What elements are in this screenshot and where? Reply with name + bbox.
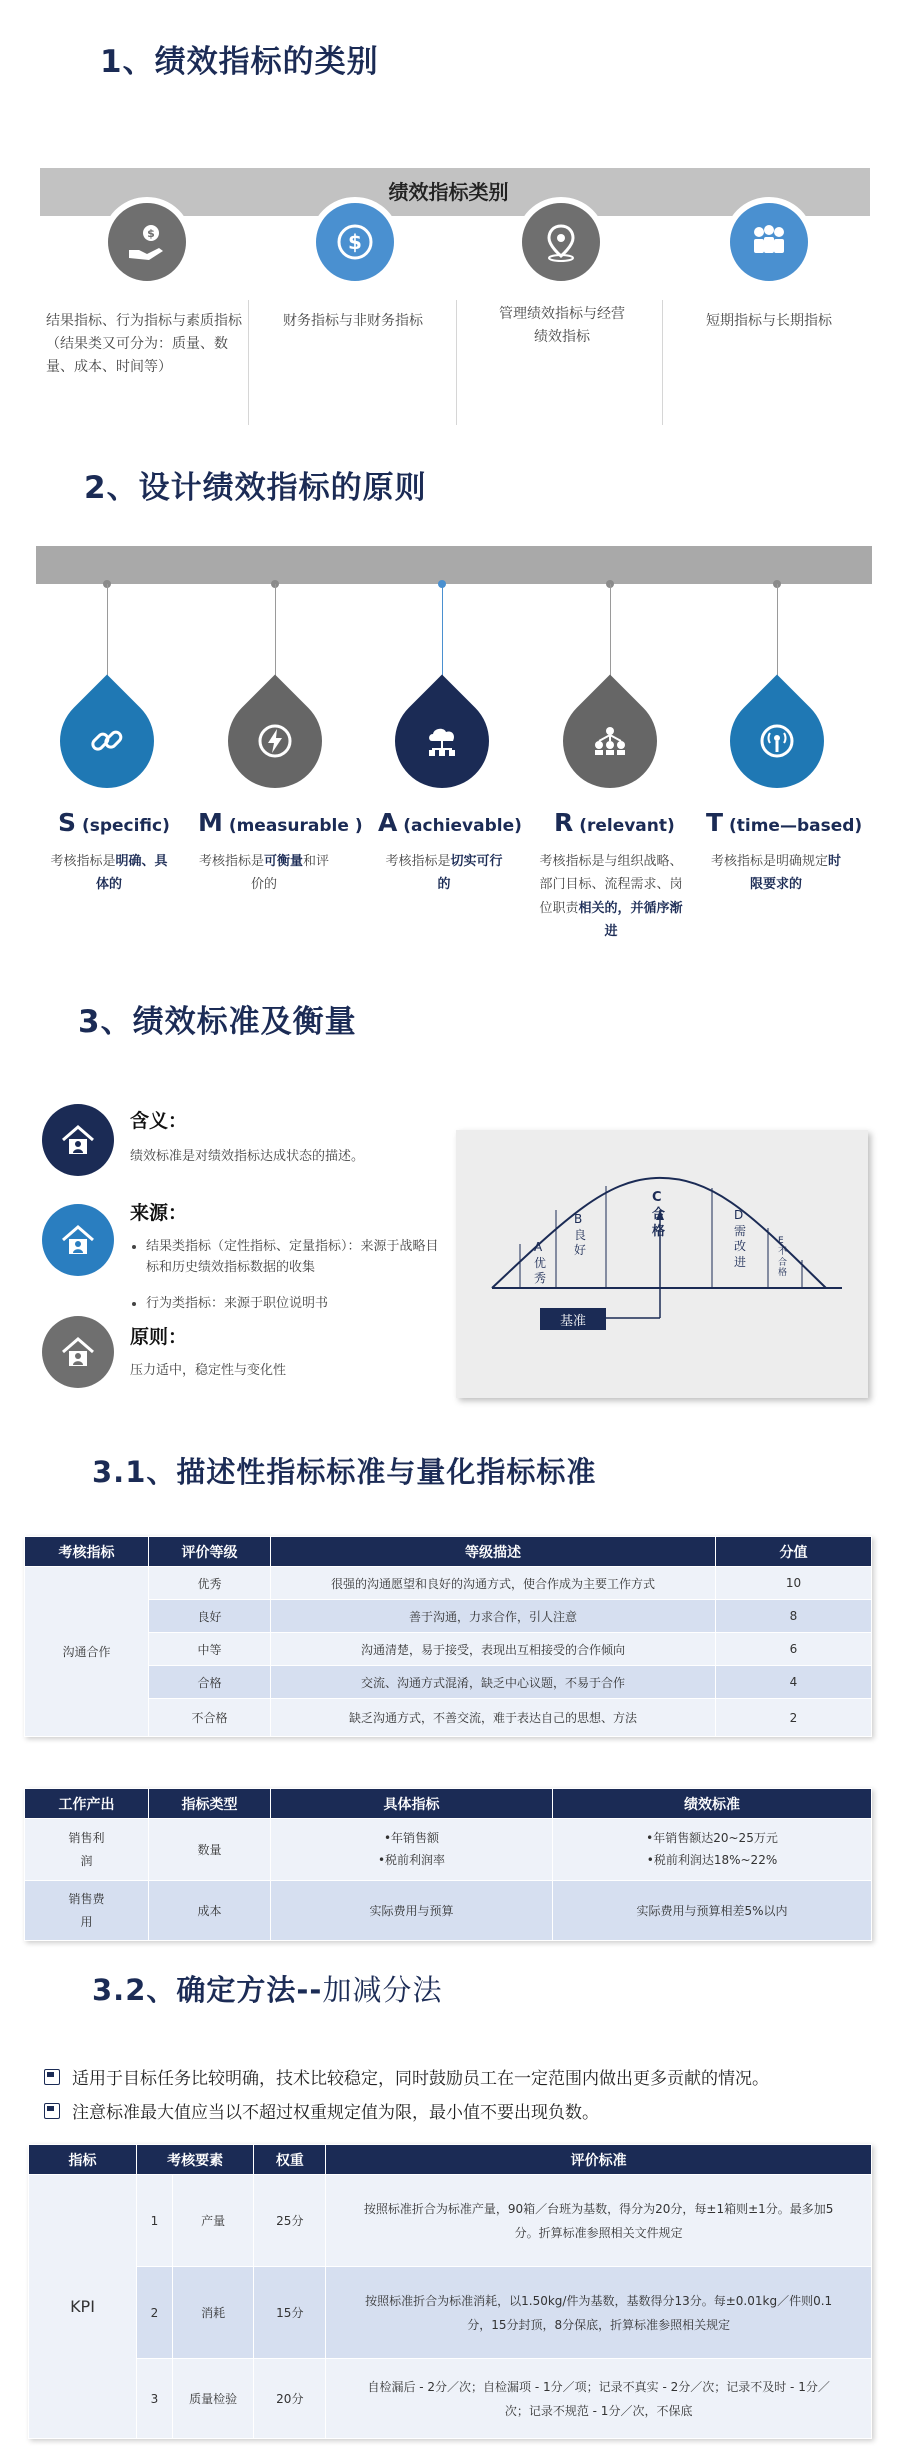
table-cell: 优秀	[149, 1567, 271, 1600]
col-header: 考核指标	[25, 1537, 149, 1567]
table-cell: 消耗	[173, 2267, 254, 2359]
table-cell: KPI	[29, 2175, 137, 2439]
principle-desc-m: 考核指标是可衡量和评价的	[198, 854, 330, 893]
hand-money-icon	[125, 220, 169, 264]
flag-icon	[44, 2103, 60, 2119]
col-header: 等级描述	[271, 1537, 716, 1567]
table-cell: 10	[716, 1567, 872, 1600]
table-cell: 良好	[149, 1600, 271, 1633]
house-icon-source	[42, 1204, 114, 1276]
col-header: 绩效标准	[553, 1789, 872, 1819]
pin-line	[777, 584, 778, 684]
principle-bar	[36, 546, 872, 584]
table-row	[25, 1633, 872, 1666]
section2-heading: 2、设计绩效指标的原则	[84, 470, 427, 506]
location-pin-icon	[539, 220, 583, 264]
table-cell: 8	[716, 1600, 872, 1633]
table-kpi	[28, 2144, 872, 2439]
segment-d: D需改进	[734, 1208, 747, 1269]
category-icon-3	[516, 197, 606, 287]
table-quantitative	[24, 1788, 872, 1941]
principle-desc-a: 考核指标是切实可行的	[385, 854, 503, 893]
table-row	[29, 2267, 872, 2359]
house-icon-principle	[42, 1316, 114, 1388]
table-cell: 善于沟通，力求合作，引人注意	[271, 1600, 716, 1633]
table-cell: 很强的沟通愿望和良好的沟通方式，使合作成为主要工作方式	[271, 1567, 716, 1600]
table-cell: 4	[716, 1666, 872, 1699]
section32-heading: 3.2、确定方法--加减分法	[92, 1973, 443, 2007]
team-icon	[747, 220, 791, 264]
table-descriptive	[24, 1536, 872, 1737]
table-cell: 沟通合作	[25, 1567, 149, 1737]
dollar-globe-icon	[333, 220, 377, 264]
segment-e: E不合格	[778, 1236, 788, 1279]
category-icon-4	[724, 197, 814, 287]
table-cell: 实际费用与预算相差5%以内	[553, 1881, 872, 1941]
link-icon	[87, 721, 127, 761]
category-text-3: 管理绩效指标与经营绩效指标	[499, 306, 625, 346]
house-icon	[58, 1220, 98, 1260]
table-cell: 1	[137, 2175, 173, 2267]
section31-heading: 3.1、描述性指标标准与量化指标标准	[92, 1455, 597, 1489]
table-cell: 不合格	[149, 1699, 271, 1737]
principle-label-s: S (specific)	[58, 808, 170, 837]
table-cell: 15分	[254, 2267, 326, 2359]
svg-text:$: $	[147, 227, 155, 240]
people-network-icon	[590, 721, 630, 761]
pin-line	[107, 584, 108, 684]
table-row	[29, 2359, 872, 2439]
principle-desc-t: 考核指标是明确规定时限要求的	[710, 854, 842, 893]
broadcast-icon	[757, 721, 797, 761]
principle-drop-t	[711, 675, 844, 808]
col-header: 考核要素	[137, 2145, 254, 2175]
bell-curve-diagram	[456, 1130, 868, 1398]
table-cell: 沟通清楚，易于接受，表现出互相接受的合作倾向	[271, 1633, 716, 1666]
divider	[456, 300, 457, 425]
pin-line	[442, 584, 443, 684]
principle-drop-s	[41, 675, 174, 808]
table-cell: 自检漏后 - 2分／次；自检漏项 - 1分／项；记录不真实 - 2分／次；记录不及时 - 1分／次；记录不规范 - 1分／次，不保底	[326, 2359, 872, 2439]
table-cell: 按照标准折合为标准消耗，以1.50kg/件为基数，基数得分13分。每±0.01kg／件则0.1分，15分封顶，8分保底，折算标准参照相关规定	[326, 2267, 872, 2359]
section1-heading: 1、绩效指标的类别	[100, 44, 379, 80]
table-cell: 数量	[149, 1819, 271, 1881]
principle-desc-r: 考核指标是与组织战略、部门目标、流程需求、岗位职责相关的，并循序渐进	[539, 854, 683, 940]
principle-label-a: A (achievable)	[378, 808, 522, 837]
table-cell: 缺乏沟通方式，不善交流，难于表达自己的思想、方法	[271, 1699, 716, 1737]
category-bar-title: 绩效指标类别	[388, 180, 509, 204]
principle-drop-a	[376, 675, 509, 808]
table-row	[25, 1881, 872, 1941]
col-header: 指标类型	[149, 1789, 271, 1819]
method-bullet-text: 注意标准最大值应当以不超过权重规定值为限，最小值不要出现负数。	[72, 2103, 599, 2123]
flag-icon	[44, 2069, 60, 2085]
section3-heading: 3、绩效标准及衡量	[78, 1004, 357, 1040]
table-row	[25, 1666, 872, 1699]
category-text-1: 结果指标、行为指标与素质指标（结果类又可分为：质量、数量、成本、时间等）	[46, 313, 242, 376]
pin-line	[275, 584, 276, 684]
table-cell: 3	[137, 2359, 173, 2439]
source-item: • 结果类指标（定性指标、定量指标）：来源于战略目标和历史绩效指标数据的收集	[146, 1236, 446, 1279]
method-bullet	[44, 2098, 874, 2123]
table-cell	[271, 1819, 553, 1881]
house-icon	[58, 1332, 98, 1372]
table-cell: 成本	[149, 1881, 271, 1941]
col-header: 评价标准	[326, 2145, 872, 2175]
col-header: 工作产出	[25, 1789, 149, 1819]
table-cell: 销售费用	[25, 1881, 149, 1941]
table-cell: 产量	[173, 2175, 254, 2267]
pin-line	[610, 584, 611, 684]
table-cell	[553, 1819, 872, 1881]
principle-desc-s: 考核指标是明确、具体的	[50, 854, 168, 893]
indicator-line: •年销售额	[383, 1830, 440, 1845]
principle-text: 压力适中，稳定性与变化性	[130, 1363, 287, 1378]
table-row	[25, 1819, 872, 1881]
table-cell: 6	[716, 1633, 872, 1666]
divider	[248, 300, 249, 425]
table-cell: 实际费用与预算	[271, 1881, 553, 1941]
col-header: 具体指标	[271, 1789, 553, 1819]
table-cell: 销售利润	[25, 1819, 149, 1881]
bell-curve-svg	[456, 1130, 868, 1398]
table-row	[29, 2175, 872, 2267]
principle-label-r: R (relevant)	[554, 808, 675, 837]
table-row	[25, 1567, 872, 1600]
principle-drop-r	[544, 675, 677, 808]
col-header: 权重	[254, 2145, 326, 2175]
standard-line: •税前利润达18%~22%	[646, 1852, 778, 1867]
source-title: 来源：	[130, 1202, 188, 1224]
table-cell: 质量检验	[173, 2359, 254, 2439]
standard-line: •年销售额达20~25万元	[646, 1830, 778, 1845]
principle-label-t: T (time—based)	[706, 808, 863, 837]
col-header: 评价等级	[149, 1537, 271, 1567]
table-row	[25, 1699, 872, 1737]
col-header: 分值	[716, 1537, 872, 1567]
meaning-title: 含义：	[130, 1110, 188, 1132]
source-list	[146, 1236, 446, 1314]
method-bullet	[44, 2064, 874, 2089]
source-item: • 行为类指标：来源于职位说明书	[146, 1293, 446, 1314]
principle-title: 原则：	[130, 1326, 188, 1348]
house-icon-meaning	[42, 1104, 114, 1176]
category-text-4: 短期指标与长期指标	[706, 313, 832, 329]
lightning-icon	[255, 721, 295, 761]
meaning-text: 绩效标准是对绩效指标达成状态的描述。	[130, 1149, 365, 1164]
table-cell: 25分	[254, 2175, 326, 2267]
category-icon-2	[310, 197, 400, 287]
table-cell: 2	[716, 1699, 872, 1737]
table-cell: 交流、沟通方式混淆，缺乏中心议题，不易于合作	[271, 1666, 716, 1699]
segment-a: A优秀	[534, 1240, 547, 1286]
table-cell: 2	[137, 2267, 173, 2359]
principle-label-m: M (measurable )	[198, 808, 363, 837]
table-row	[25, 1600, 872, 1633]
house-icon	[58, 1120, 98, 1160]
table-cell: 按照标准折合为标准产量，90箱／台班为基数，得分为20分，每±1箱则±1分。最多加5分。折算标准参照相关文件规定	[326, 2175, 872, 2267]
segment-c: C合格	[652, 1190, 666, 1239]
cloud-network-icon	[422, 721, 462, 761]
divider	[662, 300, 663, 425]
table-cell: 合格	[149, 1666, 271, 1699]
svg-text:$: $	[348, 230, 362, 254]
category-text-2: 财务指标与非财务指标	[283, 313, 423, 329]
principle-drop-m	[209, 675, 342, 808]
indicator-line: •税前利润率	[377, 1852, 446, 1867]
baseline-label: 基准	[559, 1314, 586, 1329]
col-header: 指标	[29, 2145, 137, 2175]
table-cell: 20分	[254, 2359, 326, 2439]
method-bullet-text: 适用于目标任务比较明确，技术比较稳定，同时鼓励员工在一定范围内做出更多贡献的情况。	[72, 2069, 769, 2089]
segment-b: B良好	[574, 1212, 587, 1258]
table-cell: 中等	[149, 1633, 271, 1666]
category-icon-1	[102, 197, 192, 287]
